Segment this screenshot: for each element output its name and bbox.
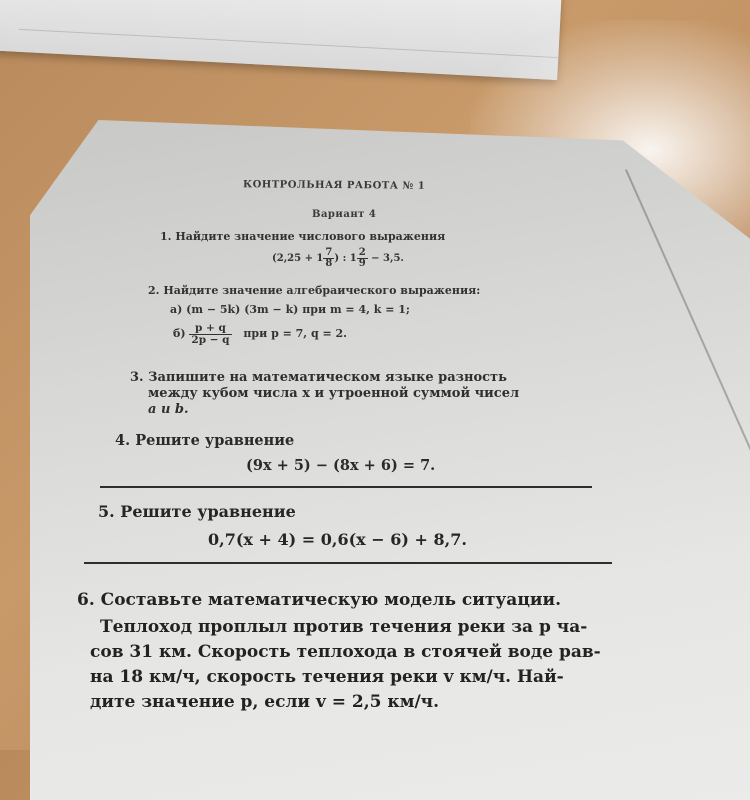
task-6-line-1: Теплоход проплыл против течения реки за p ча-: [100, 617, 588, 637]
task-3-line-2: между кубом числа x и утроенной суммой чисел: [148, 386, 520, 401]
task-2-part-b: б) $\frac{p + q}{2p - q}$ при p = 7, q = 2.: [173, 322, 348, 346]
task-1-expression: (2,25 + 1 $\frac{7}{8}$ ) : 1 $\frac{2}{9}$ − 3,5.: [272, 247, 404, 269]
task-3-line-1: 3. Запишите на математическом языке разность: [130, 370, 507, 385]
task-6-line-4: дите значение p, если v = 2,5 км/ч.: [90, 692, 440, 712]
task-2-part-a: а) (m − 5k) (3m − k) при m = 4, k = 1;: [170, 303, 410, 316]
task-2-heading: 2. Найдите значение алгебраического выражения:: [148, 284, 481, 297]
task-4-equation: (9x + 5) − (8x + 6) = 7.: [246, 457, 436, 474]
task-5-answer-line: [84, 562, 612, 564]
variant-label: Вариант 4: [312, 209, 377, 220]
task-4-heading: 4. Решите уравнение: [115, 432, 295, 449]
task-4-answer-line: [100, 486, 592, 488]
task-1-heading: 1. Найдите значение числового выражения: [160, 230, 446, 243]
task-5-equation: 0,7(x + 4) = 0,6(x − 6) + 8,7.: [208, 530, 467, 549]
task-3-line-3: a и b.: [148, 402, 189, 417]
task-6-line-2: сов 31 км. Скорость теплохода в стоячей воде рав-: [90, 642, 601, 662]
task-6-line-3: на 18 км/ч, скорость течения реки v км/ч. Най-: [90, 667, 564, 687]
task-6-heading: 6. Составьте математическую модель ситуации.: [77, 590, 562, 610]
task-5-heading: 5. Решите уравнение: [98, 502, 296, 521]
sheet-title: КОНТРОЛЬНАЯ РАБОТА № 1: [242, 179, 426, 192]
